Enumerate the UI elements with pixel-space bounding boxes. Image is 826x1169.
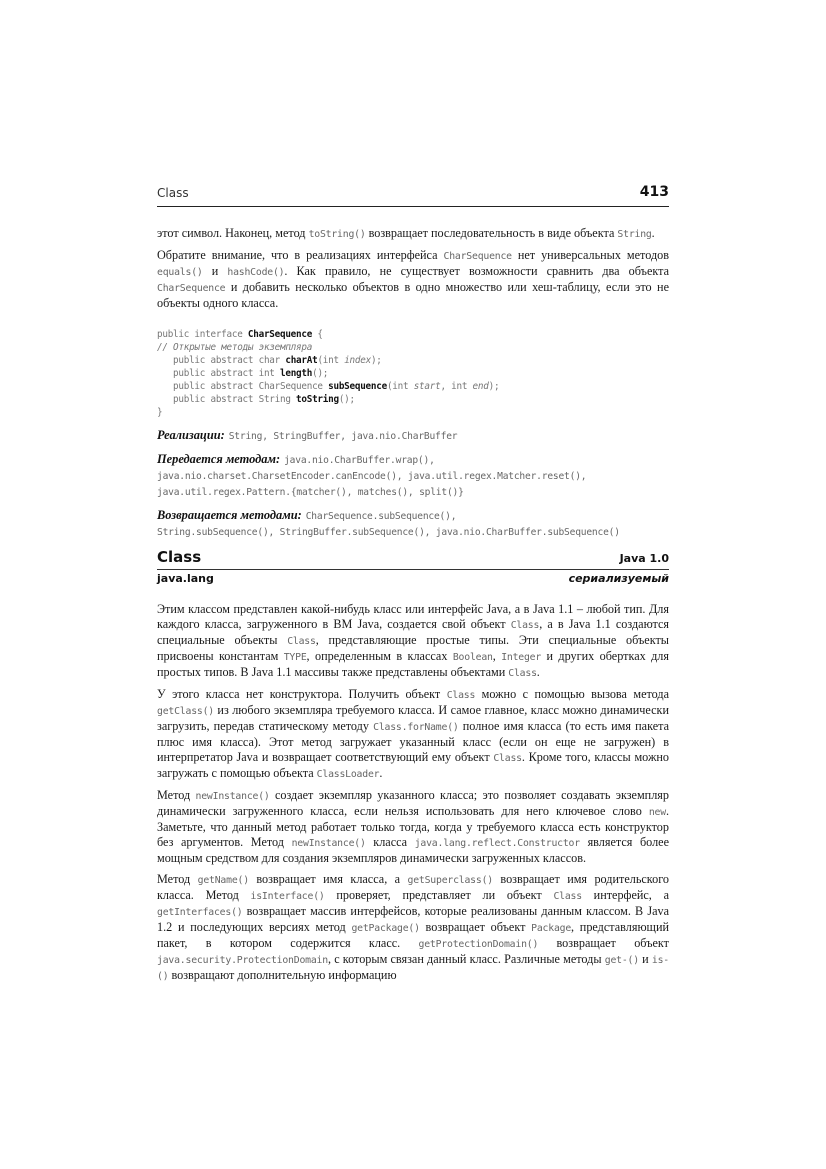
text-run: .	[379, 766, 383, 780]
intro-paragraph-1	[157, 226, 669, 242]
text-run: является более мощным средством для создания экземпляров динамически загруженных классов.	[157, 835, 670, 865]
text-run: возвращает имя родительского класса. Метод	[157, 872, 669, 902]
text-run: класса	[365, 835, 415, 849]
code-italic: index	[344, 355, 371, 366]
inline-code: get-()	[604, 955, 639, 966]
text-run: .	[536, 665, 540, 679]
code-identifier: CharSequence	[247, 329, 313, 340]
inline-code: Class	[508, 668, 537, 679]
text-run: и добавить несколько объектов в одно множество или хеш-таблицу, если это не объекты одного класса.	[157, 280, 669, 310]
text-run: ,	[492, 649, 502, 663]
inline-code: CharSequence	[443, 251, 512, 262]
code-text: public abstract int	[157, 368, 280, 379]
text-run: . Заметьте, что данный метод работает только тогда, когда у требуемого класса есть конструктор без аргументов. Метод	[157, 804, 669, 849]
page-number: 413	[639, 184, 669, 200]
inline-code: equals()	[157, 267, 203, 278]
inline-code: Class.forName()	[373, 722, 459, 733]
text-run: и	[638, 952, 652, 966]
text-run: и других обертках для простых типов. В Java 1.1 массивы также представлены объектами	[157, 649, 669, 679]
returned-by-line: CharSequence.subSequence(),	[305, 511, 457, 522]
inline-code: String	[617, 229, 652, 240]
code-text: );	[488, 381, 500, 392]
code-identifier: charAt	[285, 355, 318, 366]
inline-code: isInterface()	[250, 891, 325, 902]
body-paragraph-4	[157, 872, 669, 984]
inline-code: newInstance()	[195, 791, 270, 802]
code-identifier: toString	[296, 394, 339, 405]
text-run: Обратите внимание, что в реализациях интерфейса	[157, 248, 444, 262]
text-run: интерфейс, а	[581, 888, 669, 902]
text-run: Метод	[157, 872, 198, 886]
inline-code: hashCode()	[227, 267, 285, 278]
text-run: нет универсальных методов	[511, 248, 669, 262]
code-line	[157, 406, 669, 419]
code-text: public abstract CharSequence	[157, 381, 329, 392]
entry-since-version: Java 1.0	[619, 552, 669, 565]
text-run: .	[651, 226, 655, 240]
implementations-ref	[157, 428, 669, 444]
text-run: полное имя класса (то есть имя пакета плюс имя класса). Этот метод загружает указанный класс (если он еще не загружен) в интерпретатор Java и возвращает соответствующий ему объект	[157, 719, 669, 764]
text-run: , представляющие простые типы. Эти специальные объекты присвоены константам	[157, 633, 669, 663]
code-identifier: length	[280, 368, 313, 379]
code-italic: // Открытые методы экземпляра	[157, 342, 313, 353]
running-head-section: Class	[157, 186, 189, 200]
returned-by-ref	[157, 508, 669, 540]
code-text: }	[157, 407, 163, 418]
entry-header	[157, 548, 669, 570]
text-run: Метод	[157, 788, 196, 802]
entry-modifier: сериализуемый	[568, 572, 669, 585]
inline-code: toString()	[308, 229, 366, 240]
code-text: ();	[338, 394, 355, 405]
cross-references	[157, 428, 669, 540]
entry-class-name: Class	[157, 548, 202, 566]
text-run: У этого класса нет конструктора. Получить объект	[157, 687, 447, 701]
class-description	[157, 602, 669, 984]
code-text: public abstract String	[157, 394, 297, 405]
text-run: . Кроме того, классы можно загружать с помощью объекта	[157, 750, 669, 780]
code-text: (int	[386, 381, 414, 392]
inline-code: TYPE	[283, 652, 307, 663]
body-paragraph-2	[157, 687, 669, 782]
code-text: public interface	[157, 329, 248, 340]
passed-to-line: java.nio.charset.CharsetEncoder.canEncode(), java.util.regex.Matcher.reset(),	[157, 471, 587, 482]
inline-code: ClassLoader	[316, 769, 380, 780]
code-line	[157, 393, 669, 406]
text-run: возвращает массив интерфейсов, которые реализованы данным классом. В Java 1.2 и последующих версиях метод	[157, 904, 669, 934]
text-run: возвращает объект	[538, 936, 669, 950]
passed-to-label: Передается методам:	[157, 452, 281, 466]
inline-code: newInstance()	[291, 838, 366, 849]
text-run: , а в Java 1.1 создаются специальные объекты	[157, 617, 670, 647]
inline-code: Class	[493, 753, 522, 764]
inline-code: getInterfaces()	[157, 907, 243, 918]
inline-code: getPackage()	[351, 923, 420, 934]
code-line	[157, 367, 669, 380]
text-run: Этим классом представлен какой-нибудь класс или интерфейс Java, а в Java 1.1 – любой тип. Для каждого класса, загруженного в ВМ Java, создается свой объект	[157, 602, 669, 631]
returned-by-label: Возвращается методами:	[157, 508, 302, 522]
text-run: возвращает имя класса, а	[248, 872, 408, 886]
implementations-label: Реализации:	[157, 428, 225, 442]
text-run: и	[202, 264, 228, 278]
text-run: можно с помощью вызова метода	[475, 687, 670, 701]
code-text: , int	[440, 381, 473, 392]
inline-code: getClass()	[157, 706, 214, 717]
inline-code: Integer	[501, 652, 542, 663]
code-text: );	[370, 355, 382, 366]
implementations-line: String, StringBuffer, java.nio.CharBuffer	[228, 431, 458, 442]
inline-code: CharSequence	[157, 283, 226, 294]
code-line	[157, 380, 669, 393]
inline-code: Boolean	[452, 652, 493, 663]
code-identifier: subSequence	[328, 381, 387, 392]
inline-code: Class	[510, 620, 540, 631]
inline-code: getSuperclass()	[407, 875, 493, 886]
code-line	[157, 341, 669, 354]
running-head	[157, 186, 669, 207]
text-run: возвращают дополнительную информацию	[168, 968, 397, 982]
text-run: проверяет, представляет ли объект	[324, 888, 554, 902]
text-run: , с которым связан данный класс. Различные методы	[327, 952, 605, 966]
code-text: public abstract char	[157, 355, 286, 366]
inline-code: Class	[287, 636, 316, 647]
code-line	[157, 354, 669, 367]
text-run: из любого экземпляра требуемого класса. И самое главное, класс можно динамически загрузить, передав статическому методу	[157, 703, 669, 733]
entry-subheader	[157, 572, 669, 588]
text-run: , представляющий пакет, в котором содержится класс.	[157, 920, 669, 950]
inline-code: java.security.ProtectionDomain	[157, 955, 328, 966]
inline-code: is-()	[157, 955, 669, 982]
intro-paragraph-2	[157, 248, 669, 311]
inline-code: java.lang.reflect.Constructor	[414, 838, 580, 849]
text-run: возвращает объект	[419, 920, 532, 934]
text-run: , определенным в классах	[306, 649, 453, 663]
returned-by-line: String.subSequence(), StringBuffer.subSequence(), java.nio.CharBuffer.subSequence()	[157, 527, 620, 538]
passed-to-ref	[157, 452, 669, 500]
code-text: (int	[317, 355, 345, 366]
inline-code: Package	[531, 923, 572, 934]
inline-code: getProtectionDomain()	[418, 939, 539, 950]
code-italic: end	[472, 381, 489, 392]
inline-code: new	[648, 807, 666, 818]
text-run: создает экземпляр указанного класса; это позволяет создавать экземпляр динамически загруженного класса, если нельзя использовать для него ключевое слово	[157, 788, 669, 818]
passed-to-line: java.util.regex.Pattern.{matcher(), matches(), split()}	[157, 487, 464, 498]
code-listing	[157, 328, 669, 419]
body-paragraph-1	[157, 602, 669, 681]
text-run: этот символ. Наконец, метод	[157, 226, 309, 240]
code-line	[157, 328, 669, 341]
intro-section	[157, 226, 669, 311]
text-run: возвращает последовательность в виде объекта	[365, 226, 618, 240]
inline-code: getName()	[197, 875, 249, 886]
code-text: {	[312, 329, 323, 340]
text-run: . Как правило, не существует возможности сравнить два объекта	[284, 264, 669, 278]
passed-to-line: java.nio.CharBuffer.wrap(),	[284, 455, 435, 466]
inline-code: Class	[446, 690, 476, 701]
entry-package: java.lang	[157, 572, 214, 585]
code-italic: start	[413, 381, 441, 392]
inline-code: Class	[553, 891, 582, 902]
body-paragraph-3	[157, 788, 669, 866]
code-text: ();	[312, 368, 329, 379]
